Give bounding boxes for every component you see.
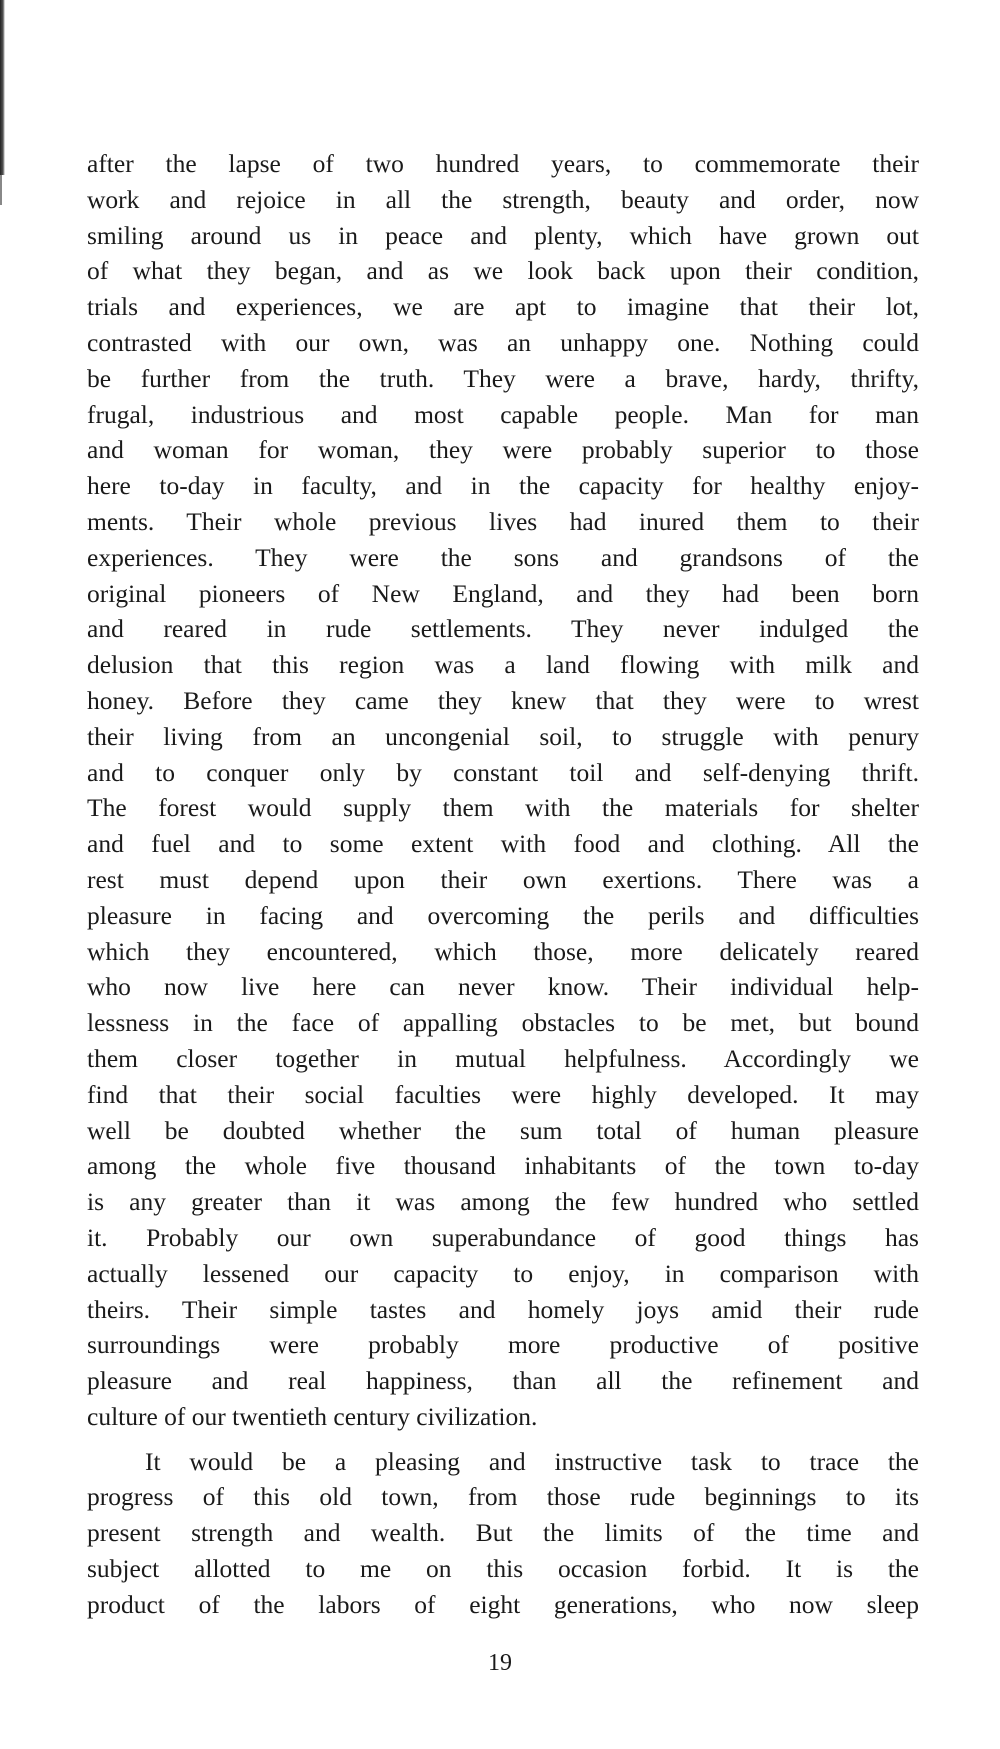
- text-line: well be doubted whether the sum total of human pleasure: [87, 1115, 919, 1145]
- scan-edge-mark: [0, 0, 5, 175]
- text-line: trials and experiences, we are apt to imagine that their lot,: [87, 292, 919, 322]
- text-line: and fuel and to some extent with food and clothing. All the: [87, 829, 919, 859]
- text-line: ments. Their whole previous lives had inured them to their: [87, 506, 919, 536]
- paragraph: [87, 1444, 919, 1623]
- text-line: subject allotted to me on this occasion forbid. It is the: [87, 1554, 919, 1584]
- text-line: present strength and wealth. But the limits of the time and: [87, 1518, 919, 1548]
- scan-edge-mark: [0, 175, 2, 205]
- text-line: lessness in the face of appalling obstacles to be met, but bound: [87, 1008, 919, 1038]
- text-line: work and rejoice in all the strength, beauty and order, now: [87, 184, 919, 214]
- text-line: who now live here can never know. Their individual help-: [87, 972, 919, 1002]
- text-line: after the lapse of two hundred years, to commemorate their: [87, 149, 919, 178]
- text-line: experiences. They were the sons and grandsons of the: [87, 542, 919, 572]
- page-number: 19: [488, 1650, 512, 1676]
- text-line: pleasure and real happiness, than all the refinement and: [87, 1366, 919, 1396]
- text-line: it. Probably our own superabundance of good things has: [87, 1222, 919, 1252]
- text-line: frugal, industrious and most capable people. Man for man: [87, 399, 919, 429]
- text-line: find that their social faculties were highly developed. It may: [87, 1079, 919, 1109]
- text-line: is any greater than it was among the few hundred who settled: [87, 1187, 919, 1217]
- text-line: product of the labors of eight generations, who now sleep: [87, 1589, 919, 1619]
- paragraph: [87, 146, 919, 1435]
- text-line: delusion that this region was a land flowing with milk and: [87, 650, 919, 680]
- text-line: pleasure in facing and overcoming the perils and difficulties: [87, 900, 919, 930]
- text-line: The forest would supply them with the materials for shelter: [87, 793, 919, 823]
- text-line: be further from the truth. They were a brave, hardy, thrifty,: [87, 363, 919, 393]
- text-line: actually lessened our capacity to enjoy, in comparison with: [87, 1258, 919, 1288]
- text-line: and reared in rude settlements. They never indulged the: [87, 614, 919, 644]
- text-line: progress of this old town, from those rude beginnings to its: [87, 1482, 919, 1512]
- text-line: original pioneers of New England, and they had been born: [87, 578, 919, 608]
- text-line: culture of our twentieth century civilization.: [87, 1401, 538, 1431]
- text-line: rest must depend upon their own exertions. There was a: [87, 864, 919, 894]
- text-line: It would be a pleasing and instructive task to trace the: [145, 1446, 919, 1476]
- text-line: here to-day in faculty, and in the capacity for healthy enjoy-: [87, 471, 919, 501]
- text-line: smiling around us in peace and plenty, which have grown out: [87, 220, 919, 250]
- text-line: them closer together in mutual helpfulness. Accordingly we: [87, 1043, 919, 1073]
- text-line: honey. Before they came they knew that they were to wrest: [87, 685, 919, 715]
- text-line: theirs. Their simple tastes and homely joys amid their rude: [87, 1294, 919, 1324]
- text-line: among the whole five thousand inhabitants of the town to-day: [87, 1151, 919, 1181]
- text-line: their living from an uncongenial soil, to struggle with penury: [87, 721, 919, 751]
- text-line: of what they began, and as we look back upon their condition,: [87, 256, 919, 286]
- text-line: contrasted with our own, was an unhappy one. Nothing could: [87, 327, 919, 357]
- body-text: [87, 146, 919, 1623]
- text-line: which they encountered, which those, more delicately reared: [87, 936, 919, 966]
- text-line: surroundings were probably more productive of positive: [87, 1330, 919, 1360]
- text-line: and woman for woman, they were probably superior to those: [87, 435, 919, 465]
- text-line: and to conquer only by constant toil and self-denying thrift.: [87, 757, 919, 787]
